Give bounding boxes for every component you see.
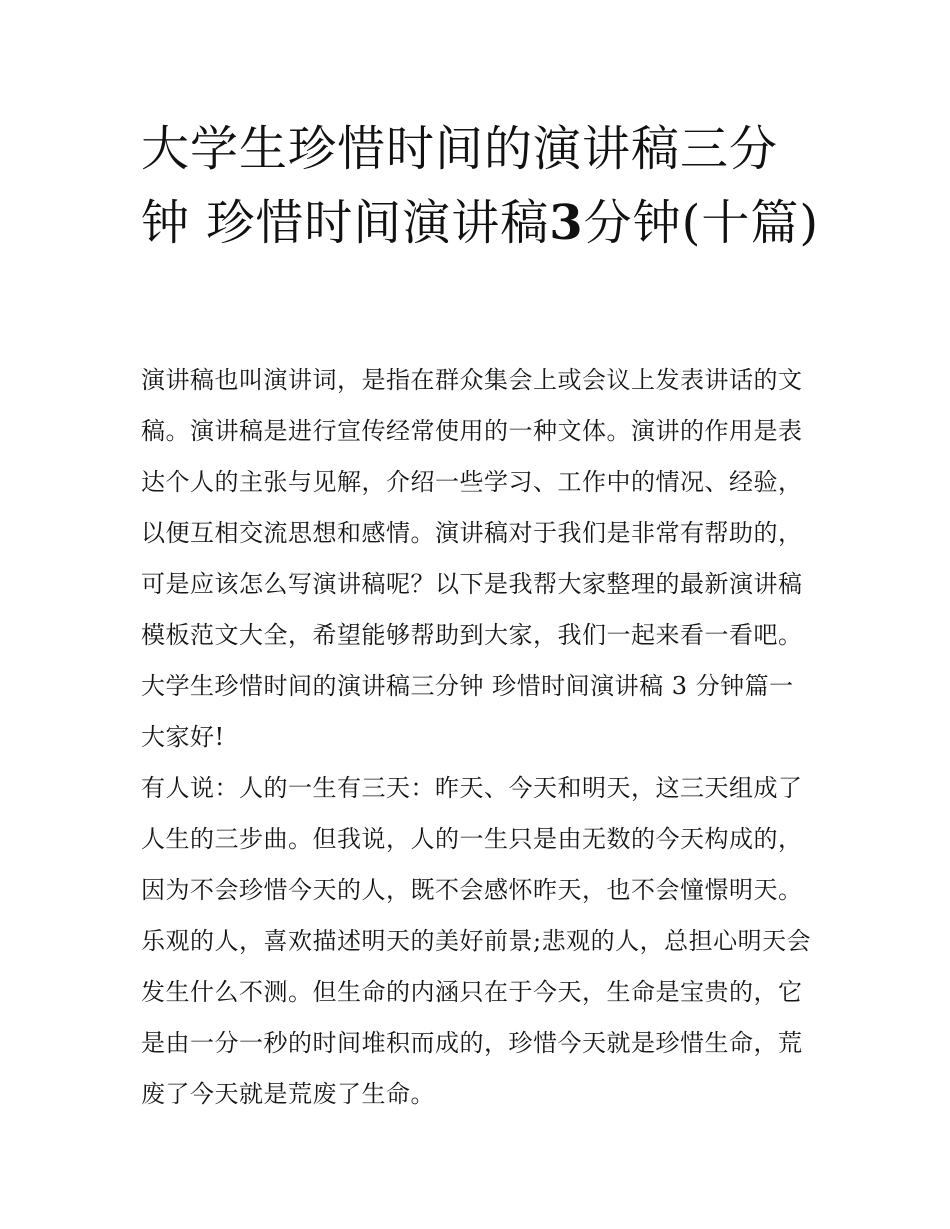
section-heading: 大学生珍惜时间的演讲稿三分钟 珍惜时间演讲稿 3 分钟篇一	[141, 672, 794, 700]
document-title	[141, 112, 821, 260]
title-text-part1: 大学生珍惜时间的演讲稿三分钟 珍惜时间演讲稿	[141, 121, 779, 251]
document-body	[141, 355, 821, 1120]
title-text-part2: 分钟(十篇)	[583, 195, 820, 251]
title-number: 3	[549, 195, 584, 251]
body-paragraph-1: 有人说：人的一生有三天：昨天、今天和明天，这三天组成了人生的三步曲。但我说，人的一生只是由无数的今天构成的，因为不会珍惜今天的人，既不会感怀昨天，也不会憧憬明天。乐观的人，喜欢描述明天的美好前景;悲观的人，总担心明天会发生什么不测。但生命的内涵只在于今天，生命是宝贵的，它是由一分一秒的时间堆积而成的，珍惜今天就是珍惜生命，荒废了今天就是荒废了生命。	[141, 774, 812, 1108]
intro-paragraph: 演讲稿也叫演讲词，是指在群众集会上或会议上发表讲话的文稿。演讲稿是进行宣传经常使用的一种文体。演讲的作用是表达个人的主张与见解，介绍一些学习、工作中的情况、经验，以便互相交流思想和感情。演讲稿对于我们是非常有帮助的，可是应该怎么写演讲稿呢？以下是我帮大家整理的最新演讲稿模板范文大全，希望能够帮助到大家，我们一起来看一看吧。	[141, 366, 803, 649]
greeting-line: 大家好!	[141, 723, 225, 751]
